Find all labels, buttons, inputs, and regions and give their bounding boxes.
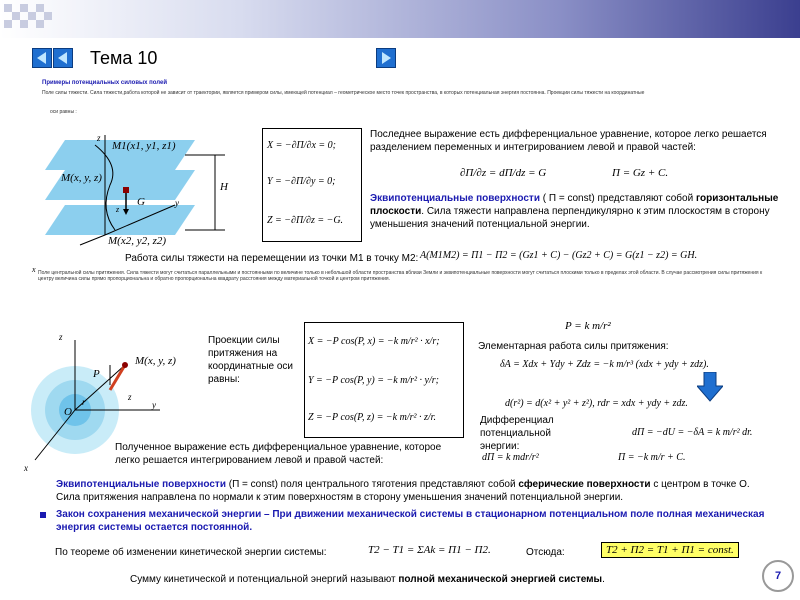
fig1-axis-z: z	[97, 133, 101, 143]
proj-y-attraction: Y = −P cos(P, y) = −k m/r² · y/r;	[308, 375, 439, 386]
header-pattern	[0, 0, 210, 38]
equipot-sphere-bold: сферические поверхности	[518, 479, 651, 490]
law-desc: – При движении механической системы в стационарном потенциальном поле полная механическая энергия системы остается постоянной.	[56, 509, 765, 533]
triangle-left-icon	[54, 49, 72, 67]
fig2-axis-y: y	[152, 400, 156, 410]
equipot-plane-text	[370, 192, 780, 231]
prev-button-2[interactable]	[53, 48, 73, 68]
diff-formula-1: ∂П/∂z = dП/dz = G	[460, 167, 547, 179]
equipot-sphere-text	[56, 478, 771, 504]
summary-post: .	[602, 574, 605, 585]
diff-energy-formula: dП = −dU = −δA = k m/r² dr.	[632, 427, 753, 438]
attraction-proj-label: Проекции силы притяжения на координатные оси равны:	[208, 335, 294, 385]
fig2-radius-r: r	[82, 397, 86, 407]
result-formula: T2 + П2 = T1 + П1 = const.	[601, 542, 739, 558]
section2-intro: Поле центральной силы притяжения. Сила тяжести могут считаться параллельными и постоянными по величине только в небольшой области пространства вблизи Земли и эквипотенциальные поверхности могут считаться плоскими только в пределах этой области. В случае рассмотрения силы притяжения к центру величина силы прямо пропорциональна и обратно пропорциональна квадрату расстояния между материальной точкой и центром притяжения.	[38, 270, 763, 282]
fig2-axis-x: x	[24, 463, 28, 473]
page-number: 7	[774, 570, 782, 582]
proj-z-attraction: Z = −P cos(P, z) = −k m/r² · z/r.	[308, 412, 436, 423]
diff-formula-2: П = Gz + C.	[612, 167, 669, 179]
fig2-center-o: O	[64, 406, 72, 418]
prev-button[interactable]	[32, 48, 52, 68]
section1-intro: Поле силы тяжести. Сила тяжести,работа которой не зависит от траектории, является примером силы, имеющей потенциал – геометрическое место точек пространства, в которых потенциальная энергия постоянна. Проекции силы тяжести на координатные	[42, 90, 645, 96]
next-button[interactable]	[376, 48, 396, 68]
section1-intro2: оси равны :	[50, 109, 77, 115]
equipot-plane-desc: ( П = const) представляют собой	[539, 193, 696, 204]
page-number-badge	[762, 560, 794, 592]
fig1-height-h: H	[220, 181, 228, 193]
theorem-formula: T2 − T1 = ΣAk = П1 − П2.	[368, 544, 491, 556]
section-heading: Примеры потенциальных силовых полей	[42, 80, 168, 86]
fig1-point-m2: M(x2, y2, z2)	[108, 235, 167, 247]
fig1-axis-x: x	[32, 265, 36, 274]
summary-pre: Сумму кинетической и потенциальной энергий называют	[130, 574, 399, 585]
equipot-sphere-desc: (П = const) поля центрального тяготения представляют собой	[225, 479, 519, 490]
proj-y-gravity: Y = −∂П/∂y = 0;	[267, 176, 336, 187]
diff-equation-text: Последнее выражение есть дифференциальное уравнение, которое легко решается разделением переменных и интегрированием левой и правой частей:	[370, 129, 767, 153]
work-formula: A(M1M2) = П1 − П2 = (Gz1 + C) − (Gz2 + C) = G(z1 − z2) = GH.	[420, 250, 698, 261]
fig2-z-small: z	[128, 392, 132, 402]
fig2-force-p: P	[93, 368, 100, 380]
work-text: Работа силы тяжести на перемещении из точки M1 в точку M2:	[125, 253, 419, 264]
fig1-force-g: G	[137, 196, 145, 208]
down-arrow-icon	[697, 372, 723, 402]
hence-text: Отсюда:	[526, 547, 565, 558]
page-title: Тема 10	[90, 48, 158, 68]
law-text	[56, 508, 776, 534]
summary-bold: полной механической энергией системы	[398, 574, 603, 585]
proj-z-gravity: Z = −∂П/∂z = −G.	[267, 215, 344, 226]
triangle-left-icon	[33, 49, 51, 67]
equipot-plane-label: Эквипотенциальные поверхности	[370, 193, 540, 204]
diff-energy-label: Дифференциал потенциальной энергии:	[480, 415, 554, 452]
d-r2-formula: d(r²) = d(x² + y² + z²), rdr = xdx + ydy + zdz.	[505, 398, 688, 409]
triangle-right-icon	[377, 49, 395, 67]
solved-formula-1: dП = k mdr/r²	[482, 452, 539, 463]
elem-work-label: Элементарная работа силы притяжения:	[478, 341, 669, 352]
fig1-point-m1: M1(x1, y1, z1)	[112, 140, 176, 152]
equipot-sphere-label: Эквипотенциальные поверхности	[56, 479, 226, 490]
equipot-plane-rest: . Сила тяжести направлена перпендикулярно к этим плоскостям в сторону уменьшения значений потенциальной энергии.	[370, 206, 770, 230]
law-bullet-icon	[40, 512, 46, 518]
solved-text: Полученное выражение есть дифференциальное уравнение, которое легко решается интегрированием левой и правой частей:	[115, 442, 442, 466]
fig1-z-small: z	[116, 205, 120, 214]
solved-formula-2: П = −k m/r + C.	[618, 452, 686, 463]
p-formula: P = k m/r²	[565, 320, 611, 332]
theorem-text: По теореме об изменении кинетической энергии системы:	[55, 547, 327, 558]
equipot-sphere-rest: с центром в точке O. Сила притяжения направлена по нормали к этим поверхностям в сторону уменьшения значений потенциальной энергии.	[56, 479, 750, 503]
fig2-axis-z: z	[59, 332, 63, 342]
elem-work-formula: δA = Xdx + Ydy + Zdz = −k m/r³ (xdx + ydy + zdz).	[500, 359, 709, 370]
equipot-plane-bold: горизонтальные плоскости	[370, 193, 779, 217]
proj-x-gravity: X = −∂П/∂x = 0;	[267, 140, 337, 151]
fig2-point-m: M(x, y, z)	[135, 355, 176, 367]
summary-text	[130, 573, 605, 586]
fig1-point-m: M(x, y, z)	[61, 172, 102, 184]
proj-x-attraction: X = −P cos(P, x) = −k m/r² · x/r;	[308, 336, 440, 347]
law-title: Закон сохранения механической энергии	[56, 509, 262, 520]
fig1-axis-y: y	[175, 198, 179, 208]
